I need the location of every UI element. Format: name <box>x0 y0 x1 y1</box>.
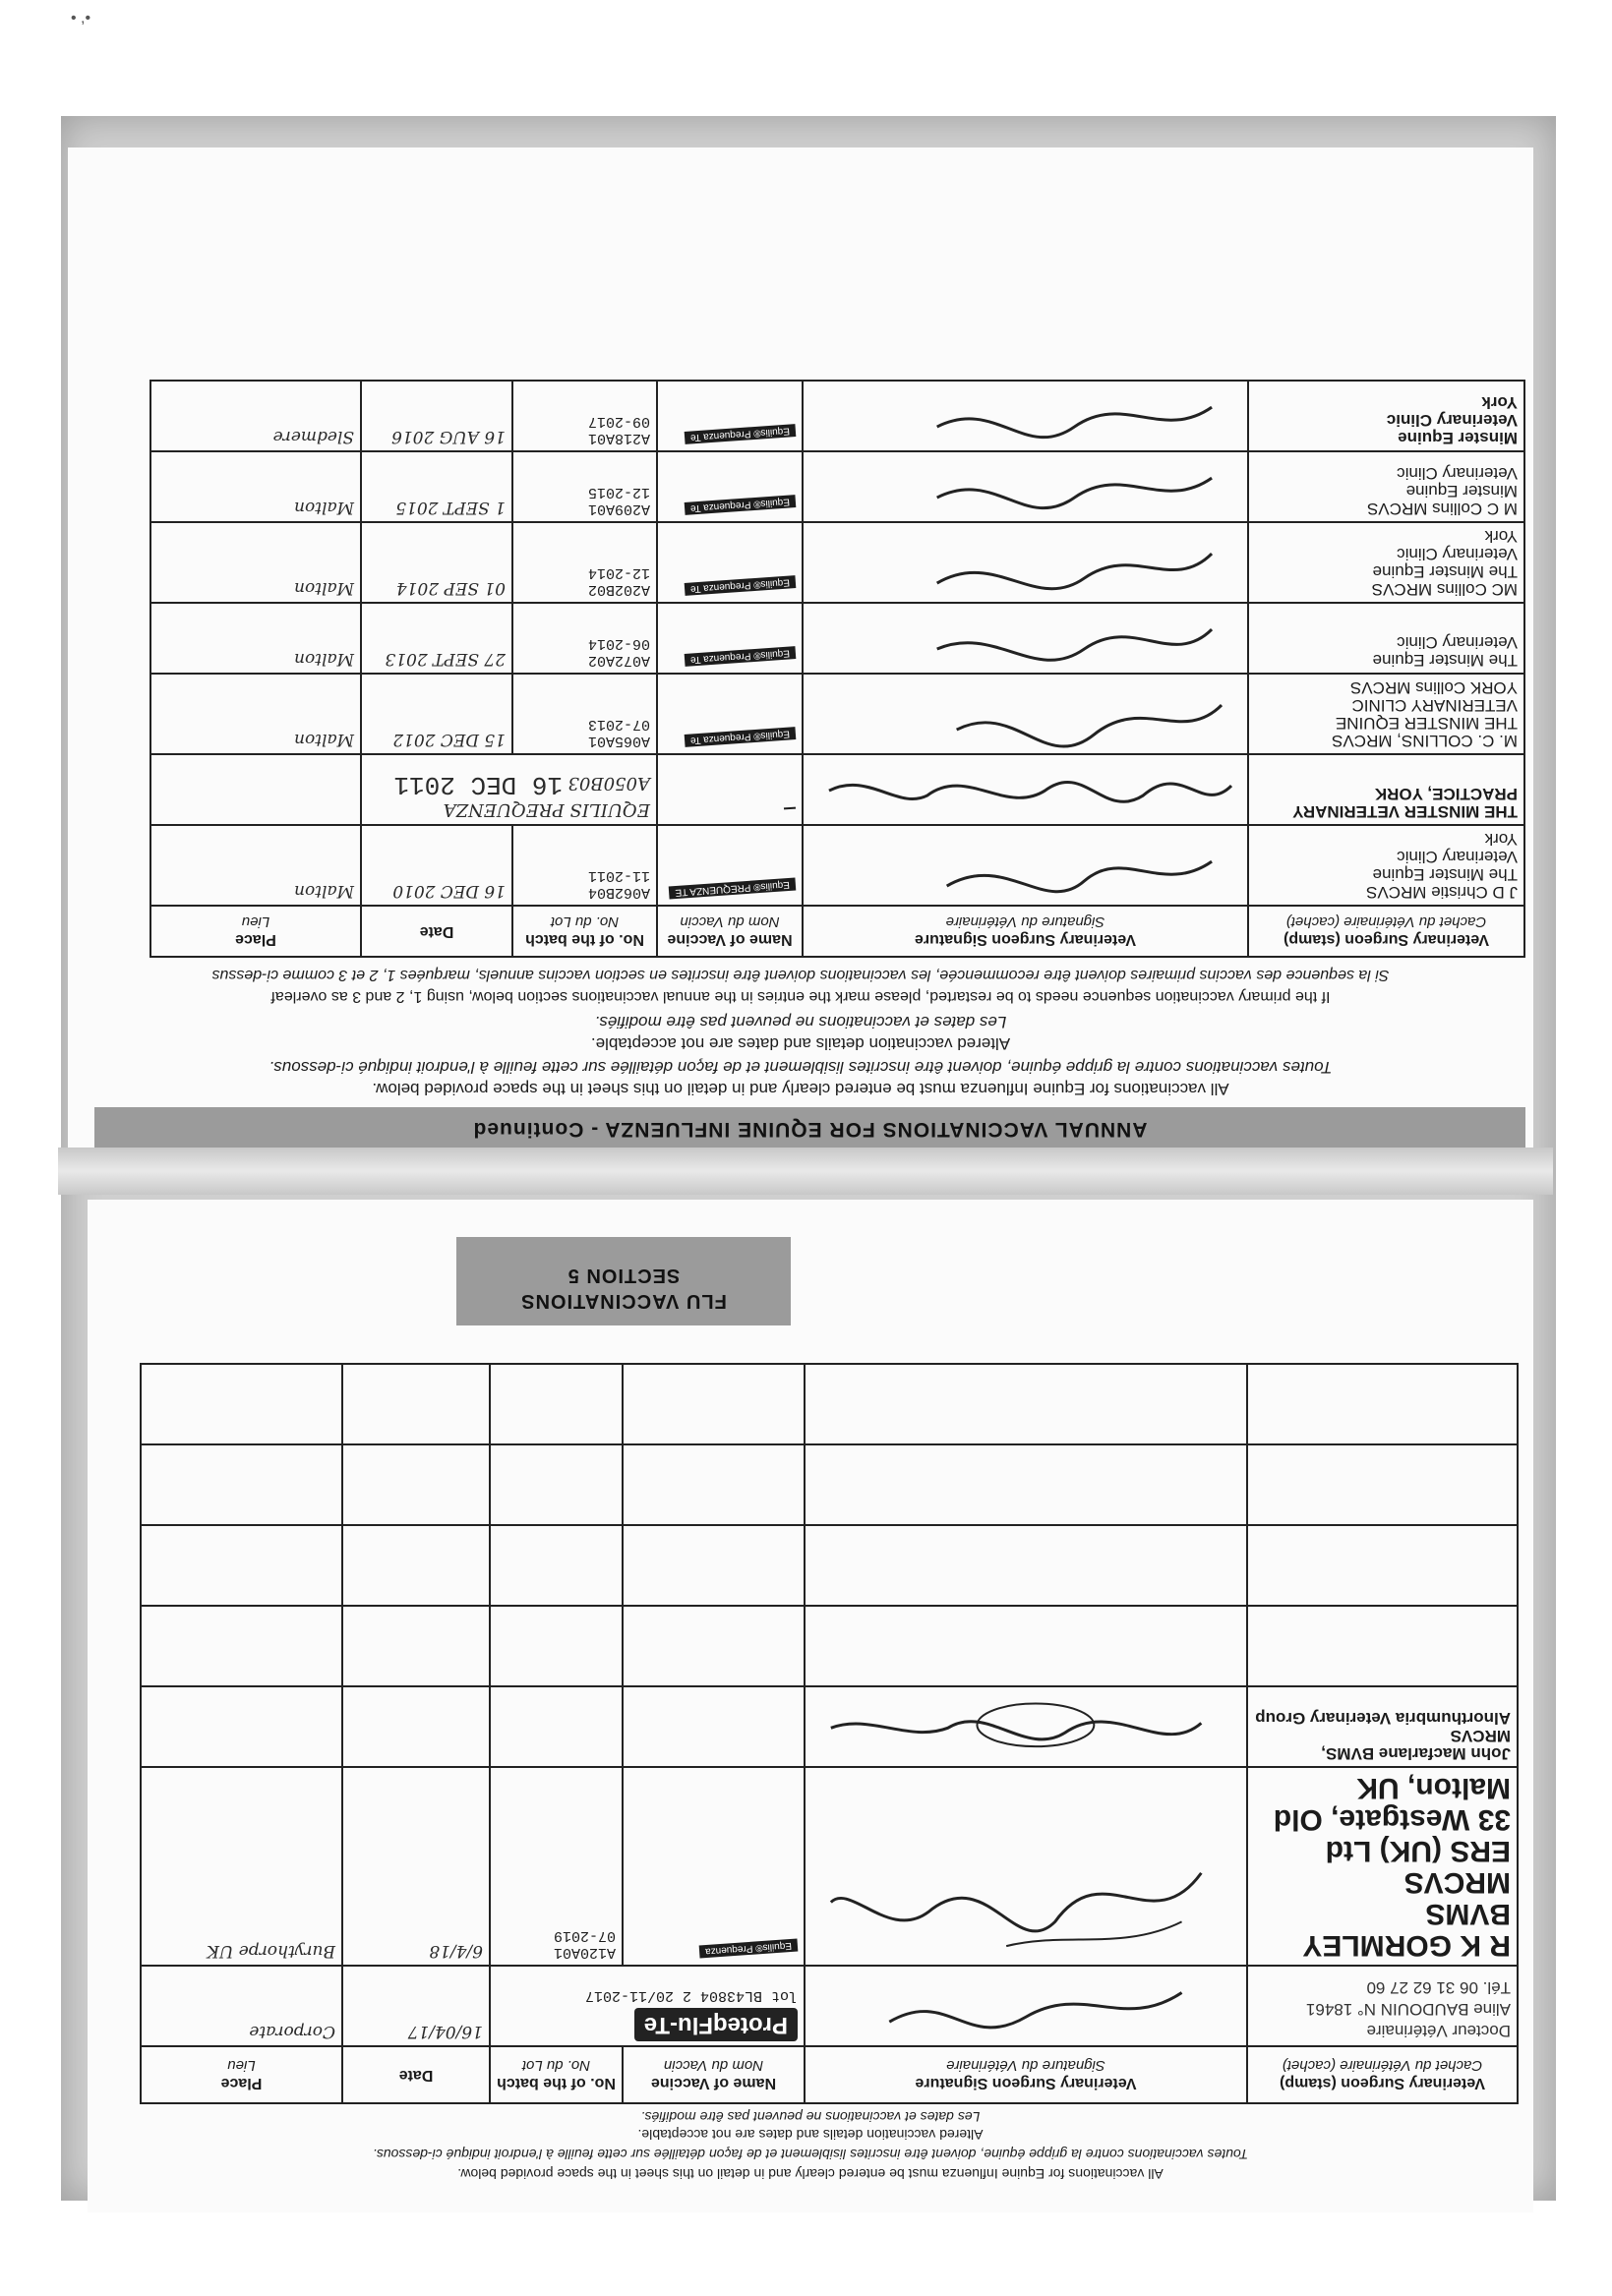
flu-altered-en: Altered vaccination details and dates are not acceptable. <box>637 2127 984 2143</box>
vet-stamp <box>1247 1525 1518 1606</box>
vet-signature <box>805 1686 1247 1767</box>
annual-primary-en: If the primary vaccination sequence needs to be restarted, please mark the entries in the annual vaccinations section below, using 1, 2 and 3 as overleaf <box>270 988 1331 1005</box>
vet-stamp: THE MINSTER VETERINARY PRACTICE, YORK <box>1248 754 1524 825</box>
vaccination-date: 1 SEPT 2015 <box>361 451 512 522</box>
batch-number: A065A01 07-2013 <box>512 674 657 754</box>
header-stamp: Veterinary Surgeon (stamp) Cachet du Vétérinaire (cachet) <box>1248 906 1524 957</box>
header-vaccine: Name of Vaccine Nom du Vaccin <box>623 2046 805 2103</box>
vaccine-name <box>623 1364 805 1444</box>
vaccination-date: 16/04/17 <box>342 1966 490 2046</box>
vet-signature <box>805 1606 1247 1686</box>
batch-number: A062B04 11-2011 <box>512 825 657 906</box>
table-header-row <box>141 2046 1518 2103</box>
table-header-row <box>150 906 1524 957</box>
flu-instructions-en: All vaccinations for Equine Influenza must be entered clearly and in detail on this sheet in the space provided below. <box>457 2166 1164 2182</box>
vet-stamp <box>1247 1444 1518 1525</box>
vet-signature <box>803 603 1248 674</box>
table-row <box>150 603 1524 674</box>
batch-and-date: EQUILIS PREQUENZA A050B03 16 DEC 2011 <box>361 754 657 825</box>
vaccine-name: Equilis® Prequenza Te <box>657 451 803 522</box>
vet-signature <box>803 674 1248 754</box>
vaccine-name <box>623 1606 805 1686</box>
table-row <box>150 451 1524 522</box>
annual-altered-fr: Les dates et vaccinations ne peuvent pas être modifiés. <box>594 1013 1007 1031</box>
vet-signature <box>803 381 1248 451</box>
table-row <box>141 1444 1518 1525</box>
table-row <box>150 825 1524 906</box>
batch-number: A120A01 07-2019 <box>490 1767 623 1966</box>
batch-number <box>490 1525 623 1606</box>
vaccine-name <box>623 1525 805 1606</box>
header-vaccine: Name of Vaccine Nom du Vaccin <box>657 906 803 957</box>
batch-number: A202B02 12-2014 <box>512 522 657 603</box>
vaccine-name: Equilis® Prequenza Te <box>657 603 803 674</box>
signature-scribble <box>809 458 1241 517</box>
batch-number <box>490 1444 623 1525</box>
vaccination-place: Malton <box>150 522 361 603</box>
batch-number <box>490 1364 623 1444</box>
vaccine-name <box>657 754 803 825</box>
annual-primary-fr: Si la sequence des vaccins primaires doivent être recommencée, les vaccinations doivent être inscrites en section vaccins annuels, marquées 1, 2 et 3 comme ci-dessus <box>211 967 1390 983</box>
header-date: Date <box>361 906 512 957</box>
vet-signature <box>805 1364 1247 1444</box>
annual-altered-en: Altered vaccination details and dates are not acceptable. <box>590 1034 1011 1053</box>
vet-stamp: MC Collins MRCVS The Minster Equine Veterinary Clinic York <box>1248 522 1524 603</box>
flu-vaccinations-page <box>88 1200 1533 2212</box>
signature-scribble <box>811 1844 1240 1961</box>
batch-number <box>490 1686 623 1767</box>
vaccination-date <box>342 1444 490 1525</box>
flu-section-title-line1: FLU VACCINATIONS <box>520 1290 727 1312</box>
table-row <box>141 1966 1518 2046</box>
vaccine-and-batch: ProteqFlu-Te lot BL43804 2 20/11-2017 <box>490 1966 805 2046</box>
vaccination-place: Burythorpe UK <box>141 1767 342 1966</box>
vaccine-name: Equilis® Prequenza <box>623 1767 805 1966</box>
vaccination-place <box>150 754 361 825</box>
flu-section-title-line2: SECTION 5 <box>567 1265 681 1286</box>
vaccination-place: Malton <box>150 451 361 522</box>
vaccination-date: 01 SEP 2014 <box>361 522 512 603</box>
vaccination-place: Malton <box>150 603 361 674</box>
vaccination-place: Sledmere <box>150 381 361 451</box>
vaccination-date: 6/4/18 <box>342 1767 490 1966</box>
vet-stamp: M C Collins MRCVS Minster Equine Veterinary Clinic <box>1248 451 1524 522</box>
header-date: Date <box>342 2046 490 2103</box>
vaccination-date: 16 AUG 2016 <box>361 381 512 451</box>
header-stamp: Veterinary Surgeon (stamp) Cachet du Vétérinaire (cachet) <box>1247 2046 1518 2103</box>
signature-scribble <box>809 387 1241 446</box>
header-place: Place Lieu <box>141 2046 342 2103</box>
vaccination-date: 15 DEC 2012 <box>361 674 512 754</box>
vaccination-place: Corporate <box>141 1966 342 2046</box>
vaccination-date: 27 SEPT 2013 <box>361 603 512 674</box>
signature-scribble <box>811 1694 1240 1762</box>
table-row <box>141 1686 1518 1767</box>
vaccination-date: 16 DEC 2010 <box>361 825 512 906</box>
flu-altered-fr: Les dates et vaccinations ne peuvent pas être modifiés. <box>640 2109 981 2125</box>
header-place: Place Lieu <box>150 906 361 957</box>
batch-number <box>490 1606 623 1686</box>
annual-vaccinations-page <box>68 147 1533 1150</box>
annual-vaccinations-table <box>149 380 1525 958</box>
signature-scribble <box>809 842 1241 901</box>
batch-number: A218A01 09-2017 <box>512 381 657 451</box>
vet-signature <box>805 1444 1247 1525</box>
vet-signature <box>805 1966 1247 2046</box>
vet-stamp: J D Christie MRCVS The Minster Equine Veterinary Clinic York <box>1248 825 1524 906</box>
signature-scribble <box>811 1973 1240 2041</box>
vet-stamp <box>1247 1364 1518 1444</box>
vet-stamp <box>1247 1606 1518 1686</box>
table-row <box>150 522 1524 603</box>
vaccination-date <box>342 1525 490 1606</box>
annual-section-title: ANNUAL VACCINATIONS FOR EQUINE INFLUENZA - Continued <box>94 1107 1525 1150</box>
vet-signature <box>803 825 1248 906</box>
annual-instructions-en: All vaccinations for Equine Influenza must be entered clearly and in detail on this sheet in the space provided below. <box>372 1080 1229 1098</box>
table-row <box>150 674 1524 754</box>
vet-stamp: R K GORMLEY BVMS MRCVS ERS (UK) Ltd 33 Westgate, Old Malton, UK <box>1247 1767 1518 1966</box>
vaccination-date <box>342 1364 490 1444</box>
vaccination-place <box>141 1444 342 1525</box>
header-signature: Veterinary Surgeon Signature Signature du Vétérinaire <box>805 2046 1247 2103</box>
vet-stamp: Docteur Vétérinaire Aline BAUDOUIN N° 18461 Tél. 06 31 62 27 60 <box>1247 1966 1518 2046</box>
vet-signature <box>805 1525 1247 1606</box>
vaccine-name <box>623 1686 805 1767</box>
table-row <box>141 1364 1518 1444</box>
vaccine-name: Equilis® Prequenza Te <box>657 381 803 451</box>
vet-stamp: Minster Equine Veterinary Clinic York <box>1248 381 1524 451</box>
vaccination-place: Malton <box>150 825 361 906</box>
flu-vaccinations-table <box>140 1363 1519 2104</box>
vet-stamp: John Macfarlane BVMS, MRCVS Alnorthumbria Veterinary Group <box>1247 1686 1518 1767</box>
batch-number: A209A01 12-2015 <box>512 451 657 522</box>
vaccine-name: Equilis® Prequenza Te <box>657 674 803 754</box>
vet-signature <box>803 522 1248 603</box>
table-row <box>141 1767 1518 1966</box>
vaccination-date <box>342 1606 490 1686</box>
vaccination-place <box>141 1686 342 1767</box>
batch-number: A072A02 06-2014 <box>512 603 657 674</box>
vaccination-place <box>141 1606 342 1686</box>
page-fold <box>58 1148 1553 1195</box>
vaccine-name: Equilis® Prequenza Te <box>657 522 803 603</box>
table-row <box>150 754 1524 825</box>
flu-section-title <box>456 1237 791 1325</box>
header-signature: Veterinary Surgeon Signature Signature du Vétérinaire <box>803 906 1248 957</box>
scan-marks: • ,• <box>71 10 91 27</box>
table-row <box>141 1606 1518 1686</box>
table-row <box>150 381 1524 451</box>
signature-scribble <box>809 610 1241 669</box>
flu-instructions-fr: Toutes vaccinations contre la grippe équine, doivent être inscrites lisiblement et de façon détaillée sur cette feuille à l'endroit indiqué ci-dessous. <box>372 2147 1249 2162</box>
vaccine-name <box>623 1444 805 1525</box>
header-batch: No. of the batch No. du Lot <box>512 906 657 957</box>
vet-signature <box>803 754 1248 825</box>
vet-signature <box>805 1767 1247 1966</box>
vet-signature <box>803 451 1248 522</box>
vaccination-place <box>141 1525 342 1606</box>
vaccine-name: Equilis® PREQUENZA TE <box>657 825 803 906</box>
vaccination-place: Malton <box>150 674 361 754</box>
annual-instructions-fr: Toutes vaccinations contre la grippe équine, doivent être inscrites lisiblement et de façon détaillée sur cette feuille à l'endroit indiqué ci-dessous. <box>269 1058 1333 1077</box>
header-batch: No. of the batch No. du Lot <box>490 2046 623 2103</box>
vaccination-place <box>141 1364 342 1444</box>
vet-stamp: M. C. COLLINS, MRCVS THE MINSTER EQUINE VETERINARY CLINIC YORK Collins MRCVS <box>1248 674 1524 754</box>
table-row <box>141 1525 1518 1606</box>
vet-stamp: The Minster Equine Veterinary Clinic <box>1248 603 1524 674</box>
signature-scribble <box>809 690 1241 749</box>
signature-scribble <box>809 539 1241 598</box>
signature-scribble <box>809 761 1241 820</box>
vaccination-date <box>342 1686 490 1767</box>
